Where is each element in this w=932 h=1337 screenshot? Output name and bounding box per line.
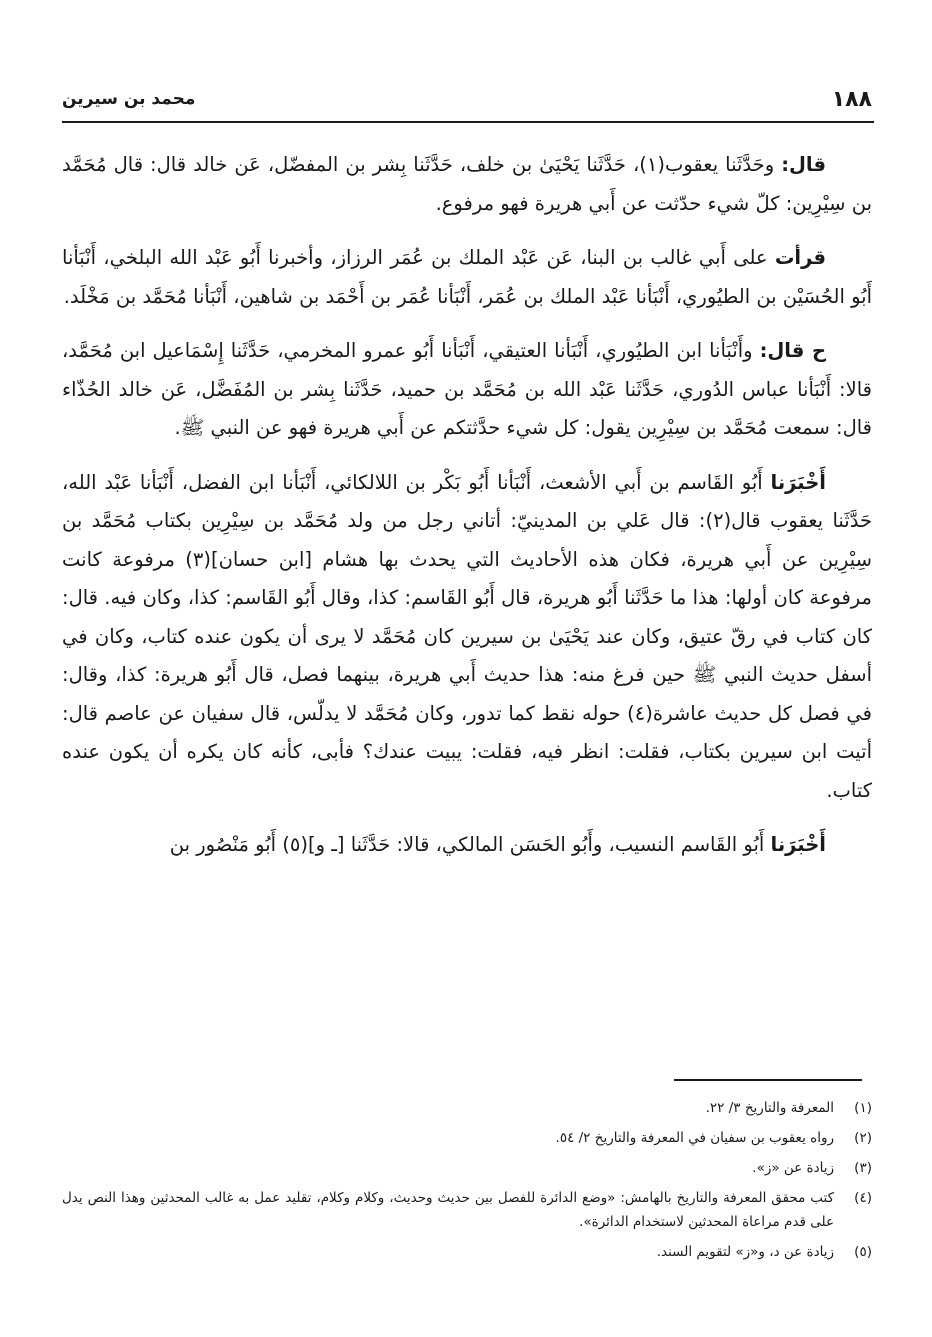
footnote-text: رواه يعقوب بن سفيان في المعرفة والتاريخ ٢/ ٥٤. bbox=[555, 1130, 834, 1146]
paragraph-text: أَبُو القَاسم بن أَبي الأشعث، أَنْبَأنا أَبُو بَكْر بن اللالكائي، أَنْبَأنا ابن الفضل، أَنْبَأنا عَبْد الله، حَدَّثَنا يعقوب قال(٢): قال عَلي بن المدينيّ: أتاني رجل من ولد مُحَمَّد بن سِيْرِين بكتاب مُحَمَّد بن سِيْرِين عن أَبي هريرة، فكان هذه الأحاديث التي يحدث بها هشام [ابن حسان](٣) مرفوعة كانت مرفوعة كان أولها: هذا ما حَدَّثَنا أَبُو هريرة، قال أَبُو القَاسم: كذا، وقال أَبُو القَاسم: كذا، وكان فيه. قال: كان كتاب في رقّ عتيق، وكان عند يَحْيَىٰ بن سيرين كان مُحَمَّد لا يرى أن يكون عنده كتاب، وكان في أسفل حديث النبي ﷺ حين فرغ منه: هذا حديث أَبي هريرة، بينهما فصل، قال أَبُو هريرة: كذا، وقال: في فصل كل حديث عاشرة(٤) حوله نقط كما تدور، وكان مُحَمَّد لا يدلّس، قال سفيان عن عاصم قال: أتيت ابن سيرين بكتاب، فقلت: انظر فيه، فقلت: يبيت عندك؟ فأبى، كأنه كان يكره أن يكون عنده كتاب. bbox=[62, 470, 873, 802]
footnote-text: زيادة عن «ز». bbox=[752, 1160, 834, 1176]
paragraph-lead: قرأت bbox=[774, 246, 826, 269]
footnote-1 bbox=[62, 1096, 872, 1120]
paragraph-1 bbox=[62, 146, 872, 223]
footnote-number: (٣) bbox=[854, 1160, 872, 1176]
footnote-3 bbox=[62, 1156, 872, 1180]
main-text bbox=[62, 146, 872, 881]
paragraph-lead: ح قال: bbox=[759, 339, 826, 362]
running-title: محمد بن سيرين bbox=[62, 89, 196, 109]
paragraph-lead: أَخْبَرَنا bbox=[770, 833, 826, 856]
page-header bbox=[62, 82, 872, 116]
paragraph-text: أَبُو القَاسم النسيب، وأَبُو الحَسَن المالكي، قالا: حَدَّثَنا [ـ و](٥) أَبُو مَنْصُور بن bbox=[169, 833, 771, 856]
footnote-4 bbox=[62, 1186, 872, 1234]
paragraph-text: وحَدَّثَنا يعقوب(١)، حَدَّثَنا يَحْيَىٰ بن خلف، حَدَّثَنا بِشر بن المفضّل، عَن خالد قال: قال مُحَمَّد بن سِيْرِين: كلّ شيء حدّثت عن أَبي هريرة فهو مرفوع. bbox=[62, 153, 872, 215]
paragraph-2 bbox=[62, 239, 872, 316]
paragraph-text: وأَنْبَأنا ابن الطيُوري، أَنْبَأنا العتيقي، أَنْبَأنا أَبُو عمرو المخرمي، حَدَّثَنا إِسْمَاعيل ابن مُحَمَّد، قالا: أَنْبَأنا عباس الدُوري، حَدَّثَنا عَبْد الله بن مُحَمَّد بن حميد، حَدَّثَنا بِشر بن المُفَضَّل، عَن خالد الحُذّاء قال: سمعت مُحَمَّد بن سِيْرِين يقول: كل شيء حدَّثتكم عن أَبي هريرة فهو عن النبي ﷺ. bbox=[62, 339, 872, 439]
footnote-5 bbox=[62, 1240, 872, 1264]
paragraph-lead: قال: bbox=[781, 153, 826, 176]
footnote-number: (٤) bbox=[854, 1190, 872, 1206]
paragraph-3 bbox=[62, 332, 872, 448]
paragraph-lead: أَخْبَرَنا bbox=[770, 470, 826, 494]
footnote-number: (٢) bbox=[854, 1130, 872, 1146]
page-number: ١٨٨ bbox=[831, 86, 872, 112]
paragraph-4 bbox=[62, 464, 872, 811]
footnote-2 bbox=[62, 1126, 872, 1150]
footnote-number: (١) bbox=[854, 1100, 872, 1116]
paragraph-text: على أَبي غالب بن البنا، عَن عَبْد الملك بن عُمَر الرزاز، وأخبرنا أَبُو عَبْد الله البلخي، أَنْبَأنا أَبُو الحُسَيْن بن الطيُوري، أَنْبَأنا عَبْد الملك بن عُمَر، أَنْبَأنا عُمَر بن أَحْمَد بن شاهين، أَنْبَأنا مُحَمَّد بن مَخْلَد. bbox=[62, 246, 872, 308]
header-divider bbox=[62, 121, 874, 123]
footnote-text: زيادة عن د، و«ز» لتقويم السند. bbox=[656, 1244, 834, 1260]
footnote-text: كتب محقق المعرفة والتاريخ بالهامش: «وضع الدائرة للفصل بين حديث وحديث، وكلام وكلام، تقليد عمل به غالب المحدثين وهذا النص يدل على قدم مراعاة المحدثين لاستخدام الدائرة». bbox=[62, 1190, 834, 1230]
footnotes bbox=[62, 1096, 872, 1270]
paragraph-5 bbox=[62, 826, 872, 865]
footnote-text: المعرفة والتاريخ ٣/ ٢٢. bbox=[705, 1100, 834, 1116]
footnote-divider bbox=[674, 1079, 862, 1081]
footnote-number: (٥) bbox=[854, 1244, 872, 1260]
